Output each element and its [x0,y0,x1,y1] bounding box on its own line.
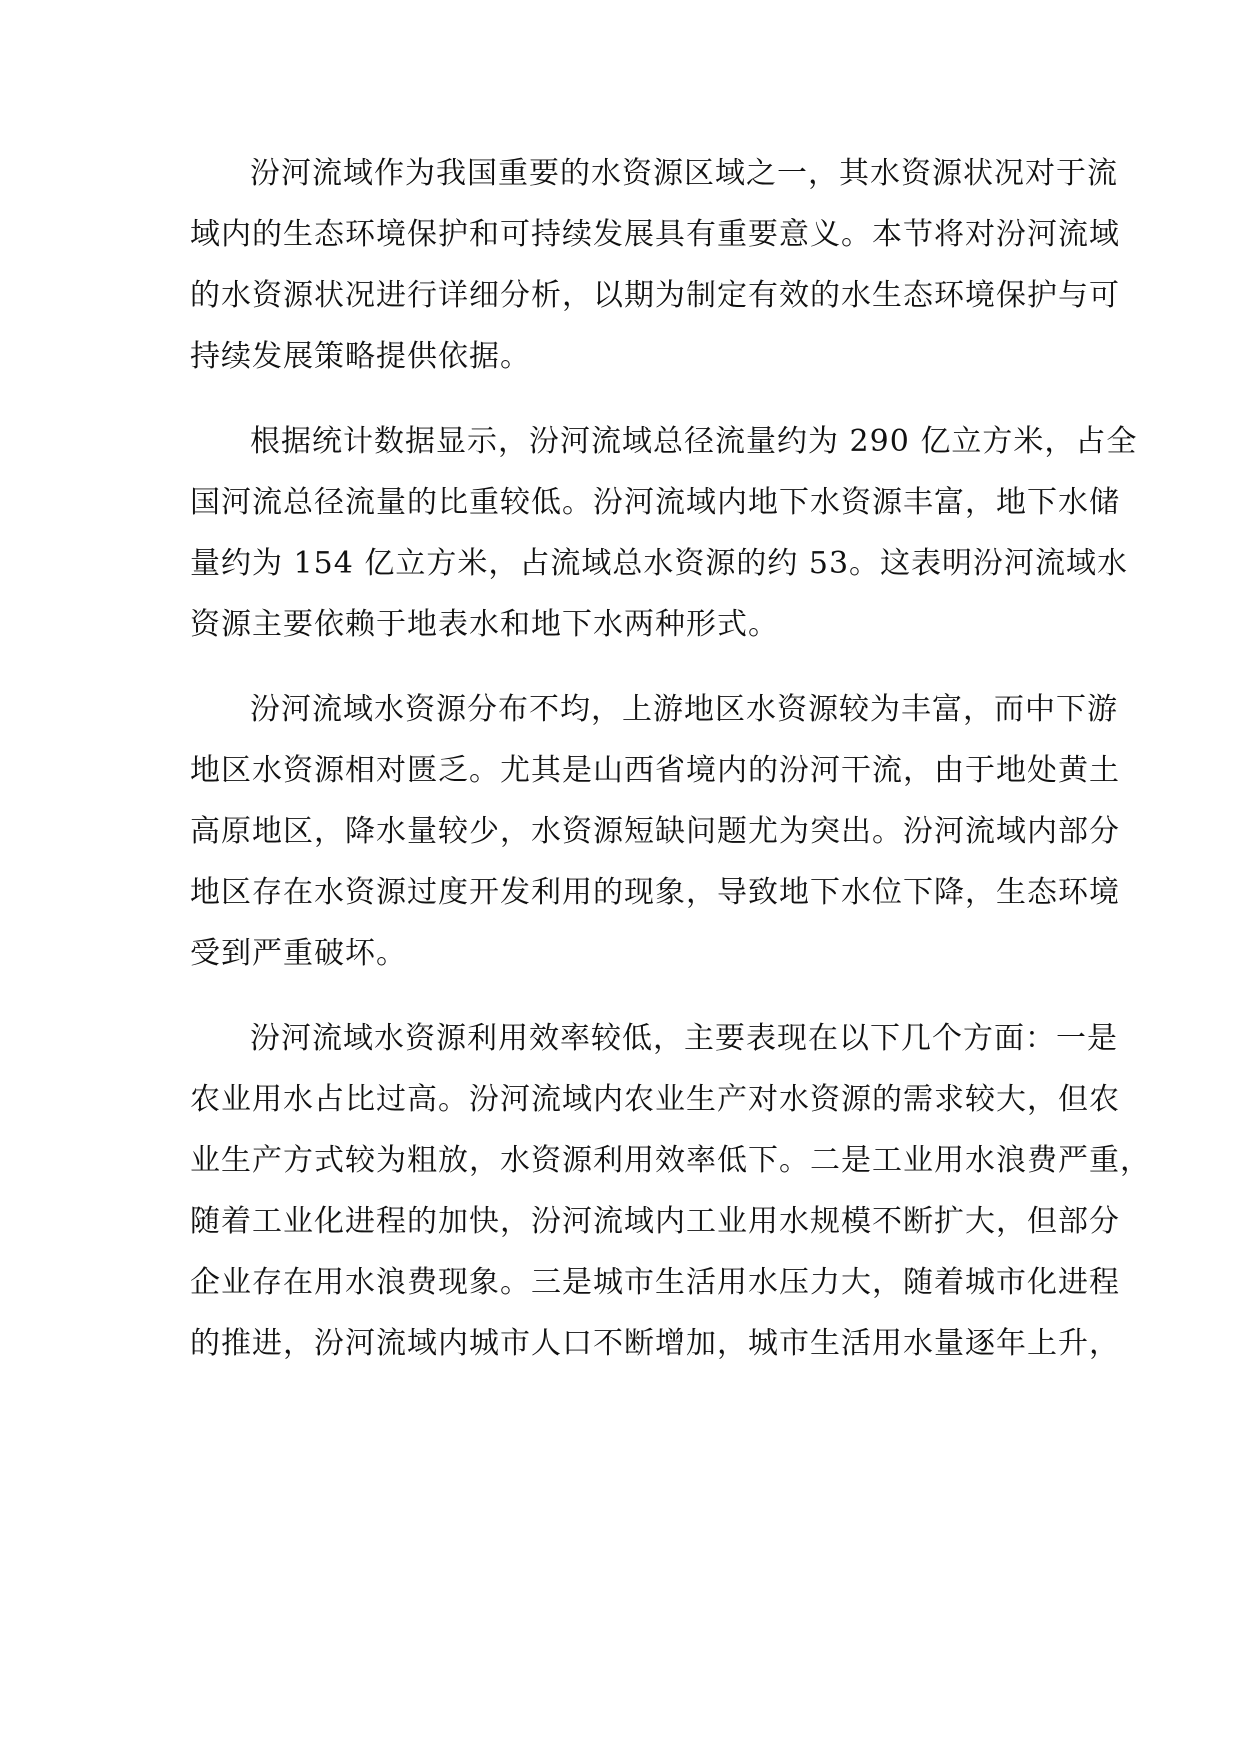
text-line: 随着工业化进程的加快，汾河流域内工业用水规模不断扩大，但部分 [190,1204,1120,1239]
paragraph-3 [190,679,1120,984]
text-line: 农业用水占比过高。汾河流域内农业生产对水资源的需求较大，但农 [190,1082,1120,1117]
text-line: 资源主要依赖于地表水和地下水两种形式。 [190,607,779,642]
document-body [190,143,1151,1374]
text-line: 高原地区，降水量较少，水资源短缺问题尤为突出。汾河流域内部分 [190,814,1120,849]
text-line: 地区水资源相对匮乏。尤其是山西省境内的汾河干流，由于地处黄土 [190,753,1120,788]
text-line: 的水资源状况进行详细分析，以期为制定有效的水生态环境保护与可 [190,278,1120,313]
text-line: 汾河流域作为我国重要的水资源区域之一，其水资源状况对于流 [250,156,1118,191]
text-line: 企业存在用水浪费现象。三是城市生活用水压力大，随着城市化进程 [190,1265,1120,1300]
text-line: 根据统计数据显示，汾河流域总径流量约为 290 亿立方米，占全 [250,424,1138,459]
text-line: 域内的生态环境保护和可持续发展具有重要意义。本节将对汾河流域 [190,217,1120,252]
text-line: 业生产方式较为粗放，水资源利用效率低下。二是工业用水浪费严重， [190,1143,1151,1178]
paragraph-2 [190,411,1138,655]
text-line: 受到严重破坏。 [190,936,407,971]
paragraph-1 [190,143,1120,387]
text-line: 地区存在水资源过度开发利用的现象，导致地下水位下降，生态环境 [190,875,1120,910]
text-line: 国河流总径流量的比重较低。汾河流域内地下水资源丰富，地下水储 [190,485,1120,520]
text-line: 汾河流域水资源分布不均，上游地区水资源较为丰富，而中下游 [250,692,1118,727]
text-line: 持续发展策略提供依据。 [190,339,531,374]
text-line: 量约为 154 亿立方米，占流域总水资源的约 53。这表明汾河流域水 [190,546,1129,581]
text-line: 汾河流域水资源利用效率较低，主要表现在以下几个方面：一是 [250,1021,1118,1056]
text-line: 的推进，汾河流域内城市人口不断增加，城市生活用水量逐年上升， [190,1326,1120,1361]
paragraph-4 [190,1008,1151,1374]
